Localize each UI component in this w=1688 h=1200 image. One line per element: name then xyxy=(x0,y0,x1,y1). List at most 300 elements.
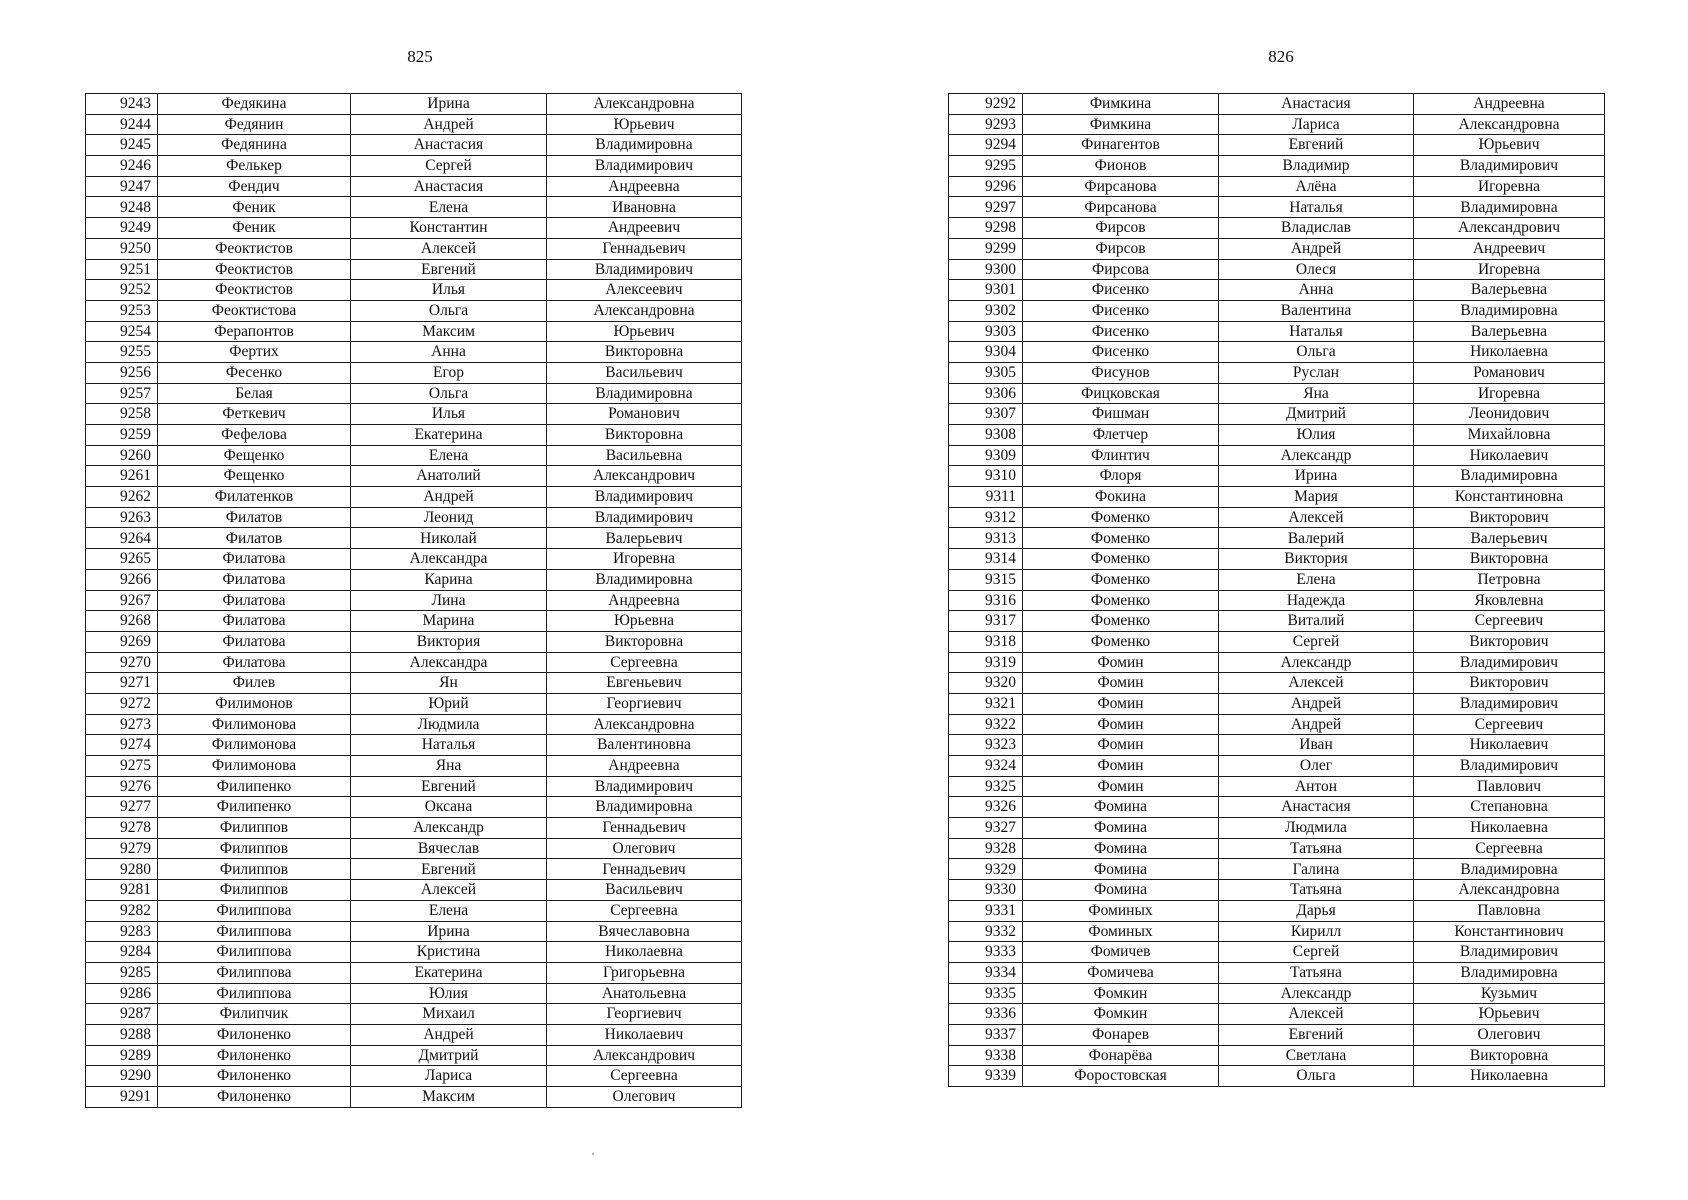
surname-cell: Филиппова xyxy=(158,921,351,942)
table-row xyxy=(86,1066,742,1087)
record-number-cell: 9314 xyxy=(949,549,1023,570)
patronymic-cell: Павловна xyxy=(1414,900,1605,921)
patronymic-cell: Александровна xyxy=(547,94,742,115)
first-name-cell: Егор xyxy=(351,362,547,383)
surname-cell: Фомина xyxy=(1023,797,1219,818)
patronymic-cell: Васильевна xyxy=(547,445,742,466)
patronymic-cell: Викторовна xyxy=(1414,549,1605,570)
patronymic-cell: Николаевич xyxy=(1414,445,1605,466)
table-row xyxy=(86,445,742,466)
table-row xyxy=(86,197,742,218)
surname-cell: Фионов xyxy=(1023,156,1219,177)
first-name-cell: Юрий xyxy=(351,693,547,714)
table-row xyxy=(949,383,1605,404)
surname-cell: Фоменко xyxy=(1023,611,1219,632)
patronymic-cell: Геннадьевич xyxy=(547,859,742,880)
record-number-cell: 9291 xyxy=(86,1087,158,1108)
record-number-cell: 9324 xyxy=(949,756,1023,777)
first-name-cell: Ольга xyxy=(1219,1066,1414,1087)
table-row xyxy=(949,1045,1605,1066)
patronymic-cell: Владимирович xyxy=(1414,652,1605,673)
surname-cell: Филатов xyxy=(158,507,351,528)
registry-table xyxy=(948,93,1605,1087)
table-row xyxy=(86,1087,742,1108)
patronymic-cell: Евгеньевич xyxy=(547,673,742,694)
record-number-cell: 9306 xyxy=(949,383,1023,404)
surname-cell: Филимонова xyxy=(158,735,351,756)
record-number-cell: 9245 xyxy=(86,135,158,156)
surname-cell: Фоменко xyxy=(1023,528,1219,549)
patronymic-cell: Викторовна xyxy=(1414,1045,1605,1066)
patronymic-cell: Викторович xyxy=(1414,631,1605,652)
page-number: 826 xyxy=(1268,47,1294,66)
patronymic-cell: Игоревна xyxy=(547,549,742,570)
first-name-cell: Леонид xyxy=(351,507,547,528)
record-number-cell: 9304 xyxy=(949,342,1023,363)
patronymic-cell: Александрович xyxy=(547,466,742,487)
first-name-cell: Анатолий xyxy=(351,466,547,487)
surname-cell: Фисенко xyxy=(1023,342,1219,363)
table-row xyxy=(86,900,742,921)
first-name-cell: Андрей xyxy=(1219,693,1414,714)
patronymic-cell: Владимирович xyxy=(1414,756,1605,777)
record-number-cell: 9251 xyxy=(86,259,158,280)
first-name-cell: Наталья xyxy=(351,735,547,756)
first-name-cell: Ирина xyxy=(1219,466,1414,487)
patronymic-cell: Николаевна xyxy=(547,942,742,963)
patronymic-cell: Андреевич xyxy=(1414,238,1605,259)
patronymic-cell: Александровна xyxy=(1414,114,1605,135)
table-row xyxy=(949,94,1605,115)
table-row xyxy=(949,280,1605,301)
table-row xyxy=(949,487,1605,508)
surname-cell: Фоменко xyxy=(1023,549,1219,570)
record-number-cell: 9318 xyxy=(949,631,1023,652)
record-number-cell: 9327 xyxy=(949,818,1023,839)
table-row xyxy=(949,735,1605,756)
surname-cell: Филатова xyxy=(158,652,351,673)
surname-cell: Фомкин xyxy=(1023,1004,1219,1025)
table-row xyxy=(949,321,1605,342)
record-number-cell: 9317 xyxy=(949,611,1023,632)
patronymic-cell: Владимирович xyxy=(547,259,742,280)
surname-cell: Фомин xyxy=(1023,714,1219,735)
patronymic-cell: Анатольевна xyxy=(547,983,742,1004)
first-name-cell: Надежда xyxy=(1219,590,1414,611)
table-row xyxy=(949,756,1605,777)
surname-cell: Феник xyxy=(158,197,351,218)
record-number-cell: 9316 xyxy=(949,590,1023,611)
record-number-cell: 9339 xyxy=(949,1066,1023,1087)
patronymic-cell: Александрович xyxy=(547,1045,742,1066)
table-row xyxy=(949,342,1605,363)
table-row xyxy=(86,652,742,673)
first-name-cell: Людмила xyxy=(351,714,547,735)
record-number-cell: 9265 xyxy=(86,549,158,570)
table-row xyxy=(86,425,742,446)
surname-cell: Фомичева xyxy=(1023,962,1219,983)
surname-cell: Фирсов xyxy=(1023,218,1219,239)
first-name-cell: Яна xyxy=(1219,383,1414,404)
first-name-cell: Татьяна xyxy=(1219,880,1414,901)
record-number-cell: 9289 xyxy=(86,1045,158,1066)
page-right xyxy=(844,0,1688,1200)
table-row xyxy=(86,218,742,239)
surname-cell: Фисенко xyxy=(1023,280,1219,301)
table-row xyxy=(949,797,1605,818)
surname-cell: Фирсов xyxy=(1023,238,1219,259)
record-number-cell: 9293 xyxy=(949,114,1023,135)
table-row xyxy=(86,590,742,611)
patronymic-cell: Владимирович xyxy=(1414,156,1605,177)
surname-cell: Фирсанова xyxy=(1023,197,1219,218)
first-name-cell: Александр xyxy=(1219,445,1414,466)
record-number-cell: 9276 xyxy=(86,776,158,797)
surname-cell: Фесенко xyxy=(158,362,351,383)
table-row xyxy=(86,342,742,363)
first-name-cell: Алексей xyxy=(351,880,547,901)
surname-cell: Фисунов xyxy=(1023,362,1219,383)
patronymic-cell: Владимирович xyxy=(547,156,742,177)
table-row xyxy=(86,383,742,404)
patronymic-cell: Георгиевич xyxy=(547,1004,742,1025)
patronymic-cell: Владимировна xyxy=(1414,466,1605,487)
surname-cell: Филипенко xyxy=(158,776,351,797)
record-number-cell: 9286 xyxy=(86,983,158,1004)
record-number-cell: 9273 xyxy=(86,714,158,735)
first-name-cell: Александра xyxy=(351,549,547,570)
table-row xyxy=(949,1066,1605,1087)
table-row xyxy=(86,528,742,549)
first-name-cell: Дарья xyxy=(1219,900,1414,921)
table-row xyxy=(949,425,1605,446)
first-name-cell: Андрей xyxy=(1219,714,1414,735)
table-row xyxy=(949,1024,1605,1045)
surname-cell: Фомина xyxy=(1023,818,1219,839)
record-number-cell: 9331 xyxy=(949,900,1023,921)
first-name-cell: Михаил xyxy=(351,1004,547,1025)
patronymic-cell: Викторовна xyxy=(547,631,742,652)
first-name-cell: Олег xyxy=(1219,756,1414,777)
first-name-cell: Карина xyxy=(351,569,547,590)
first-name-cell: Елена xyxy=(351,900,547,921)
patronymic-cell: Кузьмич xyxy=(1414,983,1605,1004)
first-name-cell: Кирилл xyxy=(1219,921,1414,942)
surname-cell: Филиппов xyxy=(158,838,351,859)
table-row xyxy=(86,1045,742,1066)
patronymic-cell: Викторович xyxy=(1414,673,1605,694)
record-number-cell: 9248 xyxy=(86,197,158,218)
patronymic-cell: Сергеевич xyxy=(1414,714,1605,735)
first-name-cell: Людмила xyxy=(1219,818,1414,839)
table-row xyxy=(86,611,742,632)
patronymic-cell: Романович xyxy=(1414,362,1605,383)
table-row xyxy=(86,1004,742,1025)
surname-cell: Филиппова xyxy=(158,962,351,983)
record-number-cell: 9305 xyxy=(949,362,1023,383)
table-row xyxy=(949,569,1605,590)
surname-cell: Феник xyxy=(158,218,351,239)
record-number-cell: 9267 xyxy=(86,590,158,611)
first-name-cell: Иван xyxy=(1219,735,1414,756)
page-number: 825 xyxy=(407,47,433,66)
record-number-cell: 9298 xyxy=(949,218,1023,239)
surname-cell: Филатова xyxy=(158,611,351,632)
table-row xyxy=(949,114,1605,135)
table-row xyxy=(86,507,742,528)
table-row xyxy=(949,838,1605,859)
patronymic-cell: Валентиновна xyxy=(547,735,742,756)
table-row xyxy=(949,176,1605,197)
record-number-cell: 9272 xyxy=(86,693,158,714)
record-number-cell: 9282 xyxy=(86,900,158,921)
record-number-cell: 9309 xyxy=(949,445,1023,466)
surname-cell: Филипчик xyxy=(158,1004,351,1025)
record-number-cell: 9320 xyxy=(949,673,1023,694)
patronymic-cell: Леонидович xyxy=(1414,404,1605,425)
table-row xyxy=(949,983,1605,1004)
patronymic-cell: Олегович xyxy=(547,838,742,859)
patronymic-cell: Сергеевна xyxy=(547,900,742,921)
first-name-cell: Ольга xyxy=(351,300,547,321)
record-number-cell: 9337 xyxy=(949,1024,1023,1045)
surname-cell: Феоктистов xyxy=(158,259,351,280)
patronymic-cell: Владимировна xyxy=(1414,300,1605,321)
table-row xyxy=(86,280,742,301)
record-number-cell: 9333 xyxy=(949,942,1023,963)
record-number-cell: 9303 xyxy=(949,321,1023,342)
table-row xyxy=(949,962,1605,983)
table-row xyxy=(949,776,1605,797)
patronymic-cell: Олегович xyxy=(547,1087,742,1108)
record-number-cell: 9310 xyxy=(949,466,1023,487)
surname-cell: Филиппов xyxy=(158,880,351,901)
patronymic-cell: Николаевна xyxy=(1414,342,1605,363)
record-number-cell: 9243 xyxy=(86,94,158,115)
first-name-cell: Евгений xyxy=(1219,1024,1414,1045)
record-number-cell: 9308 xyxy=(949,425,1023,446)
record-number-cell: 9295 xyxy=(949,156,1023,177)
record-number-cell: 9280 xyxy=(86,859,158,880)
surname-cell: Фомина xyxy=(1023,859,1219,880)
table-row xyxy=(86,569,742,590)
table-row xyxy=(86,135,742,156)
table-row xyxy=(86,880,742,901)
patronymic-cell: Олегович xyxy=(1414,1024,1605,1045)
first-name-cell: Анна xyxy=(351,342,547,363)
table-row xyxy=(949,156,1605,177)
surname-cell: Федянин xyxy=(158,114,351,135)
first-name-cell: Валентина xyxy=(1219,300,1414,321)
surname-cell: Фендич xyxy=(158,176,351,197)
table-row xyxy=(949,507,1605,528)
first-name-cell: Илья xyxy=(351,404,547,425)
table-row xyxy=(949,921,1605,942)
record-number-cell: 9275 xyxy=(86,756,158,777)
record-number-cell: 9264 xyxy=(86,528,158,549)
patronymic-cell: Юрьевич xyxy=(547,321,742,342)
record-number-cell: 9334 xyxy=(949,962,1023,983)
record-number-cell: 9261 xyxy=(86,466,158,487)
first-name-cell: Сергей xyxy=(1219,942,1414,963)
record-number-cell: 9297 xyxy=(949,197,1023,218)
record-number-cell: 9302 xyxy=(949,300,1023,321)
patronymic-cell: Александрович xyxy=(1414,218,1605,239)
table-row xyxy=(86,487,742,508)
first-name-cell: Елена xyxy=(351,445,547,466)
surname-cell: Фирсова xyxy=(1023,259,1219,280)
first-name-cell: Владимир xyxy=(1219,156,1414,177)
table-row xyxy=(949,590,1605,611)
patronymic-cell: Владимировна xyxy=(547,797,742,818)
record-number-cell: 9263 xyxy=(86,507,158,528)
patronymic-cell: Владимирович xyxy=(547,487,742,508)
table-row xyxy=(86,176,742,197)
patronymic-cell: Александровна xyxy=(1414,880,1605,901)
surname-cell: Филиппов xyxy=(158,818,351,839)
table-row xyxy=(949,880,1605,901)
record-number-cell: 9244 xyxy=(86,114,158,135)
surname-cell: Фимкина xyxy=(1023,94,1219,115)
surname-cell: Фомин xyxy=(1023,735,1219,756)
record-number-cell: 9256 xyxy=(86,362,158,383)
patronymic-cell: Владимирович xyxy=(547,776,742,797)
record-number-cell: 9307 xyxy=(949,404,1023,425)
first-name-cell: Анастасия xyxy=(351,176,547,197)
patronymic-cell: Валерьевич xyxy=(1414,528,1605,549)
first-name-cell: Александр xyxy=(351,818,547,839)
patronymic-cell: Сергеевна xyxy=(547,652,742,673)
table-row xyxy=(949,1004,1605,1025)
table-row xyxy=(949,300,1605,321)
surname-cell: Феоктистова xyxy=(158,300,351,321)
record-number-cell: 9278 xyxy=(86,818,158,839)
record-number-cell: 9336 xyxy=(949,1004,1023,1025)
first-name-cell: Ян xyxy=(351,673,547,694)
table-row xyxy=(949,673,1605,694)
patronymic-cell: Владимировна xyxy=(547,135,742,156)
patronymic-cell: Сергеевич xyxy=(1414,611,1605,632)
first-name-cell: Оксана xyxy=(351,797,547,818)
table-row xyxy=(949,404,1605,425)
record-number-cell: 9313 xyxy=(949,528,1023,549)
first-name-cell: Лина xyxy=(351,590,547,611)
record-number-cell: 9294 xyxy=(949,135,1023,156)
patronymic-cell: Владимировна xyxy=(1414,962,1605,983)
first-name-cell: Наталья xyxy=(1219,321,1414,342)
patronymic-cell: Александровна xyxy=(547,300,742,321)
patronymic-cell: Владимирович xyxy=(1414,693,1605,714)
record-number-cell: 9292 xyxy=(949,94,1023,115)
surname-cell: Филатова xyxy=(158,590,351,611)
patronymic-cell: Викторовна xyxy=(547,425,742,446)
patronymic-cell: Юрьевич xyxy=(547,114,742,135)
record-number-cell: 9274 xyxy=(86,735,158,756)
surname-cell: Фоменко xyxy=(1023,507,1219,528)
first-name-cell: Анастасия xyxy=(1219,797,1414,818)
record-number-cell: 9270 xyxy=(86,652,158,673)
patronymic-cell: Валерьевна xyxy=(1414,280,1605,301)
patronymic-cell: Сергеевна xyxy=(547,1066,742,1087)
record-number-cell: 9299 xyxy=(949,238,1023,259)
patronymic-cell: Петровна xyxy=(1414,569,1605,590)
first-name-cell: Константин xyxy=(351,218,547,239)
record-number-cell: 9283 xyxy=(86,921,158,942)
first-name-cell: Ирина xyxy=(351,921,547,942)
first-name-cell: Александра xyxy=(351,652,547,673)
patronymic-cell: Григорьевна xyxy=(547,962,742,983)
table-row xyxy=(949,631,1605,652)
patronymic-cell: Владимировна xyxy=(1414,197,1605,218)
patronymic-cell: Николаевич xyxy=(547,1024,742,1045)
first-name-cell: Лариса xyxy=(351,1066,547,1087)
surname-cell: Флоря xyxy=(1023,466,1219,487)
surname-cell: Филатенков xyxy=(158,487,351,508)
first-name-cell: Евгений xyxy=(1219,135,1414,156)
patronymic-cell: Юрьевич xyxy=(1414,1004,1605,1025)
record-number-cell: 9319 xyxy=(949,652,1023,673)
table-row xyxy=(949,135,1605,156)
record-number-cell: 9322 xyxy=(949,714,1023,735)
record-number-cell: 9335 xyxy=(949,983,1023,1004)
table-row xyxy=(86,818,742,839)
first-name-cell: Виктория xyxy=(351,631,547,652)
patronymic-cell: Владимировна xyxy=(547,569,742,590)
table-row xyxy=(949,714,1605,735)
first-name-cell: Светлана xyxy=(1219,1045,1414,1066)
surname-cell: Фефелова xyxy=(158,425,351,446)
record-number-cell: 9312 xyxy=(949,507,1023,528)
surname-cell: Фимкина xyxy=(1023,114,1219,135)
surname-cell: Фоминых xyxy=(1023,900,1219,921)
table-row xyxy=(86,797,742,818)
patronymic-cell: Геннадьевич xyxy=(547,238,742,259)
surname-cell: Филев xyxy=(158,673,351,694)
record-number-cell: 9247 xyxy=(86,176,158,197)
patronymic-cell: Юрьевна xyxy=(547,611,742,632)
record-number-cell: 9252 xyxy=(86,280,158,301)
patronymic-cell: Вячеславовна xyxy=(547,921,742,942)
surname-cell: Филоненко xyxy=(158,1024,351,1045)
surname-cell: Фирсанова xyxy=(1023,176,1219,197)
surname-cell: Фомин xyxy=(1023,673,1219,694)
record-number-cell: 9321 xyxy=(949,693,1023,714)
first-name-cell: Юлия xyxy=(1219,425,1414,446)
patronymic-cell: Васильевич xyxy=(547,880,742,901)
first-name-cell: Ольга xyxy=(351,383,547,404)
first-name-cell: Марина xyxy=(351,611,547,632)
table-row xyxy=(949,900,1605,921)
table-row xyxy=(86,921,742,942)
table-row xyxy=(949,818,1605,839)
patronymic-cell: Александровна xyxy=(547,714,742,735)
record-number-cell: 9268 xyxy=(86,611,158,632)
surname-cell: Фомкин xyxy=(1023,983,1219,1004)
table-row xyxy=(86,1024,742,1045)
surname-cell: Ферапонтов xyxy=(158,321,351,342)
record-number-cell: 9255 xyxy=(86,342,158,363)
record-number-cell: 9338 xyxy=(949,1045,1023,1066)
surname-cell: Фишман xyxy=(1023,404,1219,425)
surname-cell: Филиппова xyxy=(158,942,351,963)
table-row xyxy=(86,673,742,694)
first-name-cell: Яна xyxy=(351,756,547,777)
surname-cell: Фелькер xyxy=(158,156,351,177)
surname-cell: Филоненко xyxy=(158,1087,351,1108)
surname-cell: Фонарёва xyxy=(1023,1045,1219,1066)
first-name-cell: Виталий xyxy=(1219,611,1414,632)
record-number-cell: 9311 xyxy=(949,487,1023,508)
